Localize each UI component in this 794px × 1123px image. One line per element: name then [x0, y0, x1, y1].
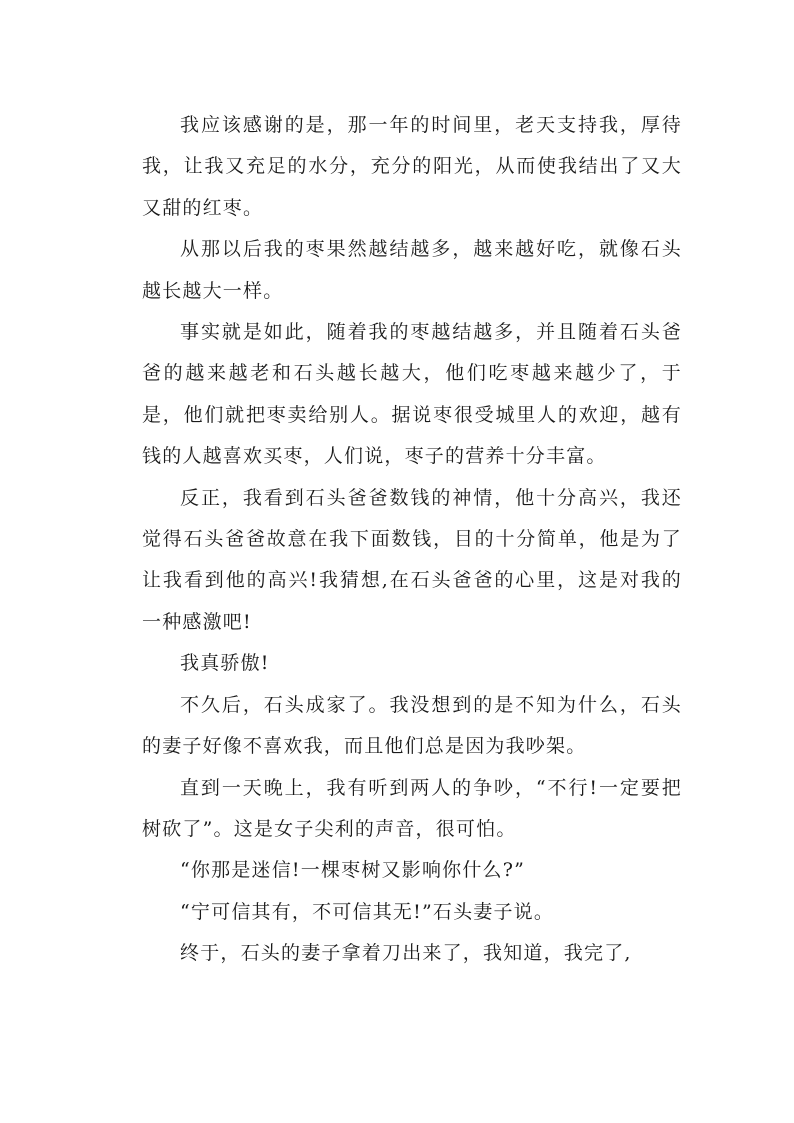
paragraph: 我应该感谢的是，那一年的时间里，老天支持我，厚待我，让我又充足的水分，充分的阳光，从而使我结出了又大又甜的红枣。	[142, 114, 682, 219]
paragraph: 直到一天晚上，我有听到两人的争吵，“不行!一定要把树砍了”。这是女子尖利的声音，很可怕。	[142, 776, 682, 840]
paragraph: 从那以后我的枣果然越结越多，越来越好吃，就像石头越长越大一样。	[142, 238, 682, 302]
paragraph: “你那是迷信!一棵枣树又影响你什么?”	[180, 859, 526, 882]
paragraph: 反正，我看到石头爸爸数钱的神情，他十分高兴，我还觉得石头爸爸故意在我下面数钱，目的十分简单，他是为了让我看到他的高兴!我猜想,在石头爸爸的心里，这是对我的一种感激吧!	[142, 486, 682, 633]
paragraph: 终于，石头的妻子拿着刀出来了，我知道，我完了,	[180, 942, 632, 965]
paragraph: “宁可信其有，不可信其无!”石头妻子说。	[180, 900, 555, 923]
story-text	[142, 105, 682, 975]
paragraph: 我真骄傲!	[180, 652, 270, 675]
paragraph: 不久后，石头成家了。我没想到的是不知为什么，石头的妻子好像不喜欢我，而且他们总是因为我吵架。	[142, 693, 682, 758]
paragraph: 事实就是如此，随着我的枣越结越多，并且随着石头爸爸的越来越老和石头越长越大，他们吃枣越来越少了，于是，他们就把枣卖给别人。据说枣很受城里人的欢迎，越有钱的人越喜欢买枣，人们说，枣子的营养十分丰富。	[142, 321, 682, 468]
